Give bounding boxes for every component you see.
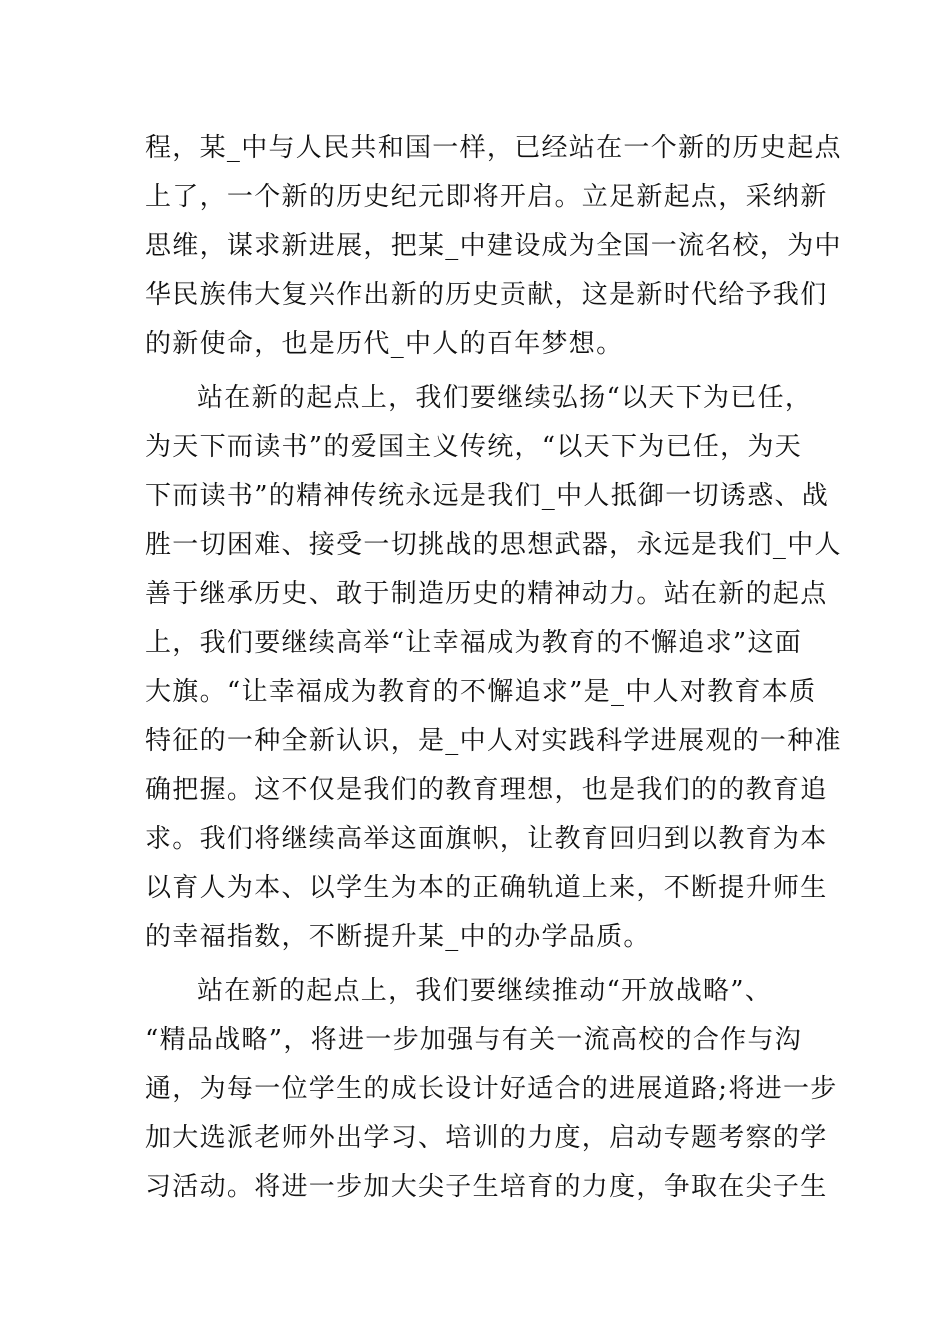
- text-line: 求。我们将继续高举这面旗帜，让教育回归到以教育为本: [145, 824, 828, 854]
- text-line: 站在新的起点上，我们要继续弘扬“以天下为已任，: [197, 383, 813, 413]
- text-line: 善于继承历史、敢于制造历史的精神动力。站在新的起点: [145, 579, 828, 609]
- text-line: 习活动。将进一步加大尖子生培育的力度，争取在尖子生: [145, 1172, 828, 1202]
- text-line: 上了，一个新的历史纪元即将开启。立足新起点，采纳新: [145, 182, 828, 212]
- text-line: 程，某_中与人民共和国一样，已经站在一个新的历史起点: [145, 133, 842, 163]
- text-line: “精品战略”，将进一步加强与有关一流高校的合作与沟: [145, 1025, 803, 1055]
- text-line: 特征的一种全新认识，是_中人对实践科学进展观的一种准: [145, 726, 842, 756]
- text-line: 的新使命，也是历代_中人的百年梦想。: [145, 329, 624, 359]
- body-text: [145, 124, 842, 1212]
- text-line: 上，我们要继续高举“让幸福成为教育的不懈追求”这面: [145, 628, 803, 658]
- text-line: 以育人为本、以学生为本的正确轨道上来，不断提升师生: [145, 873, 828, 903]
- text-line: 站在新的起点上，我们要继续推动“开放战略”、: [197, 976, 773, 1006]
- text-line: 胜一切困难、接受一切挑战的思想武器，永远是我们_中人: [145, 530, 842, 560]
- paragraph-3: [145, 967, 838, 1212]
- paragraph-2: [145, 374, 842, 962]
- text-line: 确把握。这不仅是我们的教育理想，也是我们的的教育追: [145, 775, 828, 805]
- text-line: 华民族伟大复兴作出新的历史贡献，这是新时代给予我们: [145, 280, 828, 310]
- text-line: 的幸福指数，不断提升某_中的办学品质。: [145, 922, 651, 952]
- text-line: 为天下而读书”的爱国主义传统，“以天下为已任，为天: [145, 432, 803, 462]
- text-line: 思维，谋求新进展，把某_中建设成为全国一流名校，为中: [145, 231, 842, 261]
- text-line: 通，为每一位学生的成长设计好适合的进展道路;将进一步: [145, 1074, 838, 1104]
- paragraph-1: [145, 124, 842, 369]
- text-line: 大旗。“让幸福成为教育的不懈追求”是_中人对教育本质: [145, 677, 817, 707]
- text-line: 加大选派老师外出学习、培训的力度，启动专题考察的学: [145, 1123, 828, 1153]
- text-line: 下而读书”的精神传统永远是我们_中人抵御一切诱惑、战: [145, 481, 830, 511]
